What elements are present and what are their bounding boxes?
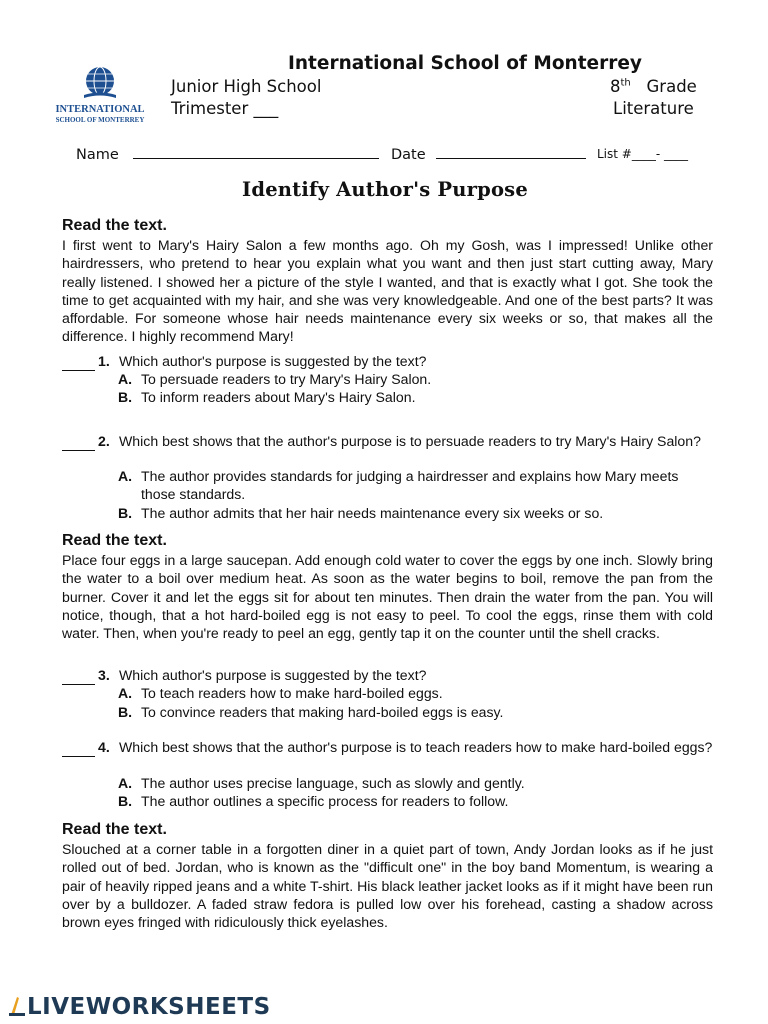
reading-passage: Slouched at a corner table in a forgotten diner in a quiet part of town, Andy Jordan looks as if he just rolled out of bed. Jordan, who is known as the "difficult one" in the boy band Momentum, is wearing a pair of heavily ripped jeans and a white T-shirt. His black leather jacket looks as if it might have been run over by a bulldozer. A faded straw fedora is pulled low over his forehead, casting a shadow across brown eyes fringed with ridiculously thick eyelashes. (62, 841, 713, 931)
question-text: Which best shows that the author's purpose is to persuade readers to try Mary's Hairy Salon? (119, 433, 701, 449)
reading-passage: Place four eggs in a large saucepan. Add enough cold water to cover the eggs by one inch. Slowly bring the water to a boil over medium heat. As soon as the water begins to boil, remove the pan from the burner. Cover it and let the eggs sit for about ten minutes. Then drain the water from the pan. You will notice, though, that a hot hard-boiled egg is not easy to peel. To cool the eggs, rinse them with cold water. Then, when you're ready to peel an egg, gently tap it on the counter until the shell cracks. (62, 552, 713, 642)
option-text: The author provides standards for judging a hairdresser and explains how Mary meets those standards. (141, 468, 679, 503)
answer-blank[interactable] (62, 740, 95, 757)
liveworksheets-logo[interactable] (8, 994, 271, 1020)
question-number: 1. (98, 353, 110, 369)
option-text: To persuade readers to try Mary's Hairy Salon. (141, 371, 432, 387)
date-line[interactable] (436, 144, 586, 159)
grade-suffix: th (620, 77, 631, 89)
grade-label (610, 77, 697, 96)
option-letter: B. (118, 505, 133, 521)
option-letter: A. (118, 775, 133, 791)
option-text: The author outlines a specific process for readers to follow. (141, 793, 509, 809)
name-line[interactable] (133, 144, 379, 159)
liveworksheets-icon (8, 995, 26, 1017)
question-text: Which author's purpose is suggested by the text? (119, 667, 427, 683)
option-text: The author uses precise language, such as slowly and gently. (141, 775, 525, 791)
school-level: Junior High School (171, 77, 322, 96)
grade-word: Grade (646, 77, 697, 96)
globe-icon (84, 67, 116, 98)
option-letter: A. (118, 468, 133, 484)
reading-passage: I first went to Mary's Hairy Salon a few months ago. Oh my Gosh, was I impressed! Unlike other hairdressers, who pretend to hear you explain what you want and then just start cutting away, Mary really listened. I showed her a picture of the style I wanted, and that is exactly what I got. She took the time to get acquainted with my hair, and she was very knowledgeable. And one of the best parts? It was affordable. For someone whose hair needs maintenance every six weeks or so, that makes all the difference. I highly recommend Mary! (62, 237, 713, 345)
option-text: To inform readers about Mary's Hairy Salon. (141, 389, 416, 405)
school-logo (54, 64, 146, 126)
option-text: The author admits that her hair needs maintenance every six weeks or so. (141, 505, 604, 521)
logo-text-line1: INTERNATIONAL (55, 104, 145, 115)
option-text: To teach readers how to make hard-boiled eggs. (141, 685, 443, 701)
grade-number: 8 (610, 77, 621, 96)
name-field[interactable] (76, 144, 379, 163)
answer-blank[interactable] (62, 434, 95, 451)
trimester-field[interactable]: Trimester ___ (171, 99, 279, 118)
date-field[interactable] (391, 144, 586, 163)
section-heading: Read the text. (62, 532, 167, 549)
question-text: Which best shows that the author's purpose is to teach readers how to make hard-boiled eggs? (119, 739, 713, 755)
date-label: Date (391, 147, 426, 163)
question-number: 3. (98, 667, 110, 683)
worksheet-title: Identify Author's Purpose (242, 178, 528, 201)
option-letter: A. (118, 371, 133, 387)
school-name: International School of Monterrey (288, 53, 642, 74)
footer-brand: LIVEWORKSHEETS (27, 994, 271, 1020)
option-letter: B. (118, 704, 133, 720)
question-number: 2. (98, 433, 110, 449)
question-text: Which author's purpose is suggested by the text? (119, 353, 427, 369)
option-letter: B. (118, 793, 133, 809)
section-heading: Read the text. (62, 217, 167, 234)
name-label: Name (76, 147, 119, 163)
list-field[interactable]: List #____- ____ (597, 147, 688, 161)
option-text: To convince readers that making hard-boiled eggs is easy. (141, 704, 504, 720)
question-number: 4. (98, 739, 110, 755)
section-heading: Read the text. (62, 821, 167, 838)
answer-blank[interactable] (62, 354, 95, 371)
option-letter: A. (118, 685, 133, 701)
option-letter: B. (118, 389, 133, 405)
answer-blank[interactable] (62, 668, 95, 685)
subject: Literature (613, 99, 694, 118)
logo-text-line2: SCHOOL OF MONTERREY (55, 116, 145, 124)
